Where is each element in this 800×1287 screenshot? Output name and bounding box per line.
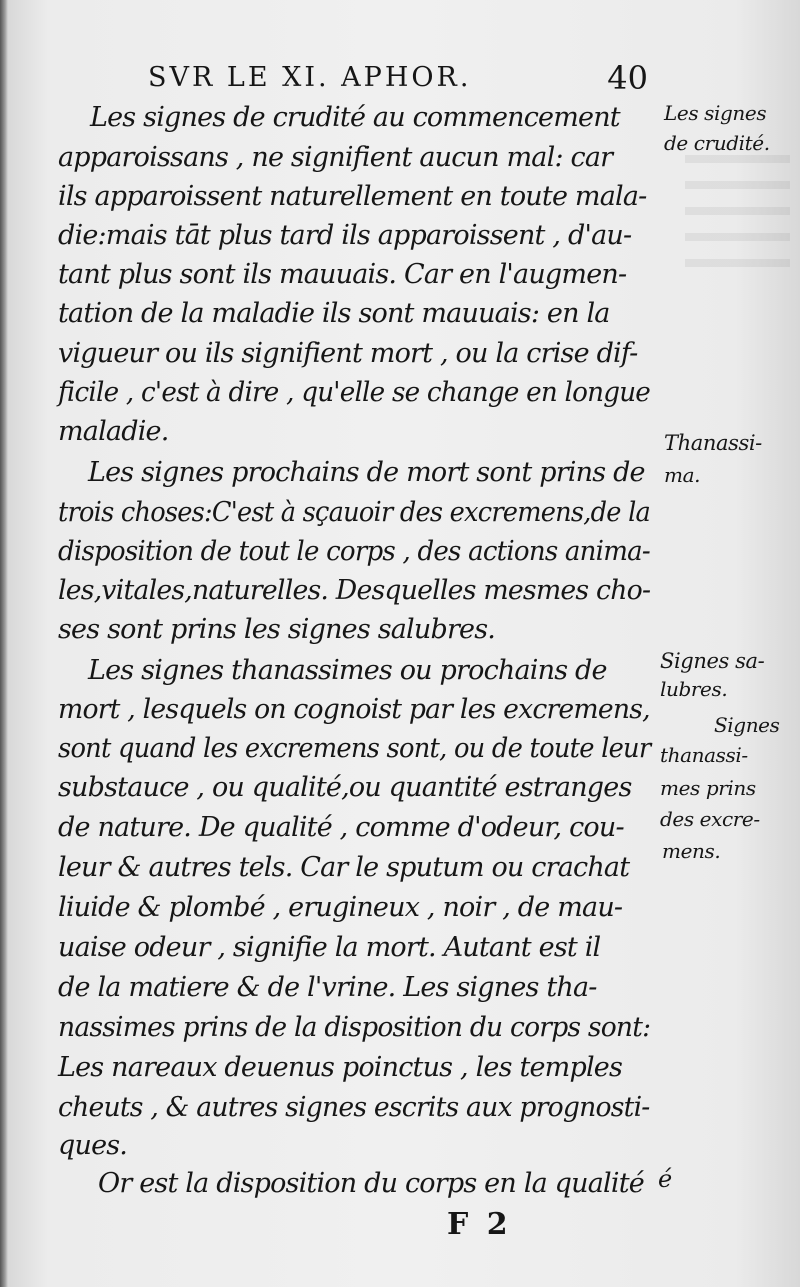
body-line: de la matiere & de l'vrine. Les signes tha- — [58, 972, 597, 1003]
margin-note: de crudité. — [664, 131, 770, 155]
body-line: ils apparoissent naturellement en toute mala- — [58, 181, 647, 212]
body-line: ques. — [58, 1130, 128, 1161]
body-line: Les signes de crudité au commencement — [90, 102, 620, 133]
body-line: ficile , c'est à dire , qu'elle se change en longue — [58, 377, 651, 408]
margin-note: des excre- — [660, 807, 760, 831]
body-line: substauce , ou qualité,ou quantité estranges — [58, 772, 632, 803]
margin-note: ma. — [664, 463, 701, 487]
body-line: disposition de tout le corps , des actions anima- — [58, 536, 650, 567]
body-line: de nature. De qualité , comme d'odeur, cou- — [58, 812, 624, 843]
margin-note: lubres. — [660, 677, 728, 701]
page-number: 40 — [607, 59, 648, 97]
body-line: les,vitales,naturelles. Desquelles mesmes cho- — [58, 575, 651, 606]
margin-note: Thanassi- — [664, 431, 762, 455]
margin-note: mens. — [662, 839, 721, 863]
catchword: é — [658, 1165, 672, 1193]
body-line: Les signes thanassimes ou prochains de — [88, 655, 607, 686]
page-fold-shadow — [0, 0, 8, 1287]
running-head-title: SVR LE XI. APHOR. — [148, 62, 472, 93]
body-line: ses sont prins les signes salubres. — [58, 614, 496, 645]
body-line: Les signes prochains de mort sont prins de — [88, 457, 645, 488]
running-head — [148, 58, 648, 98]
body-line: tation de la maladie ils sont mauuais: en la — [58, 298, 610, 329]
margin-note: mes prins — [660, 776, 756, 800]
body-line: apparoissans , ne signifient aucun mal: car — [58, 142, 613, 173]
margin-note: thanassi- — [660, 743, 748, 767]
body-line: die:mais tāt plus tard ils apparoissent , d'au- — [58, 220, 632, 251]
body-line: Or est la disposition du corps en la qualité — [98, 1168, 644, 1199]
margin-note: Les signes — [664, 101, 767, 125]
signature-mark: F 2 — [447, 1207, 512, 1242]
margin-note: Signes sa- — [660, 649, 765, 673]
body-line: liuide & plombé , erugineux , noir , de mau- — [58, 892, 623, 923]
margin-note: Signes — [714, 713, 780, 737]
body-line: nassimes prins de la disposition du corps sont: — [58, 1012, 651, 1043]
body-line: Les nareaux deuenus poinctus , les temples — [58, 1052, 623, 1083]
body-line: leur & autres tels. Car le sputum ou crachat — [58, 852, 630, 883]
body-line: cheuts , & autres signes escrits aux prognosti- — [58, 1092, 650, 1123]
body-line: trois choses:C'est à sçauoir des excremens,de la — [58, 497, 651, 528]
body-line: mort , lesquels on cognoist par les excremens, — [58, 694, 650, 725]
body-line: sont quand les excremens sont, ou de toute leur — [58, 733, 651, 764]
body-line: tant plus sont ils mauuais. Car en l'augmen- — [58, 259, 627, 290]
body-line: vigueur ou ils signifient mort , ou la crise dif- — [58, 338, 638, 369]
body-line: uaise odeur , signifie la mort. Autant est il — [58, 932, 601, 963]
body-line: maladie. — [58, 416, 169, 447]
show-through-marks — [685, 155, 790, 285]
